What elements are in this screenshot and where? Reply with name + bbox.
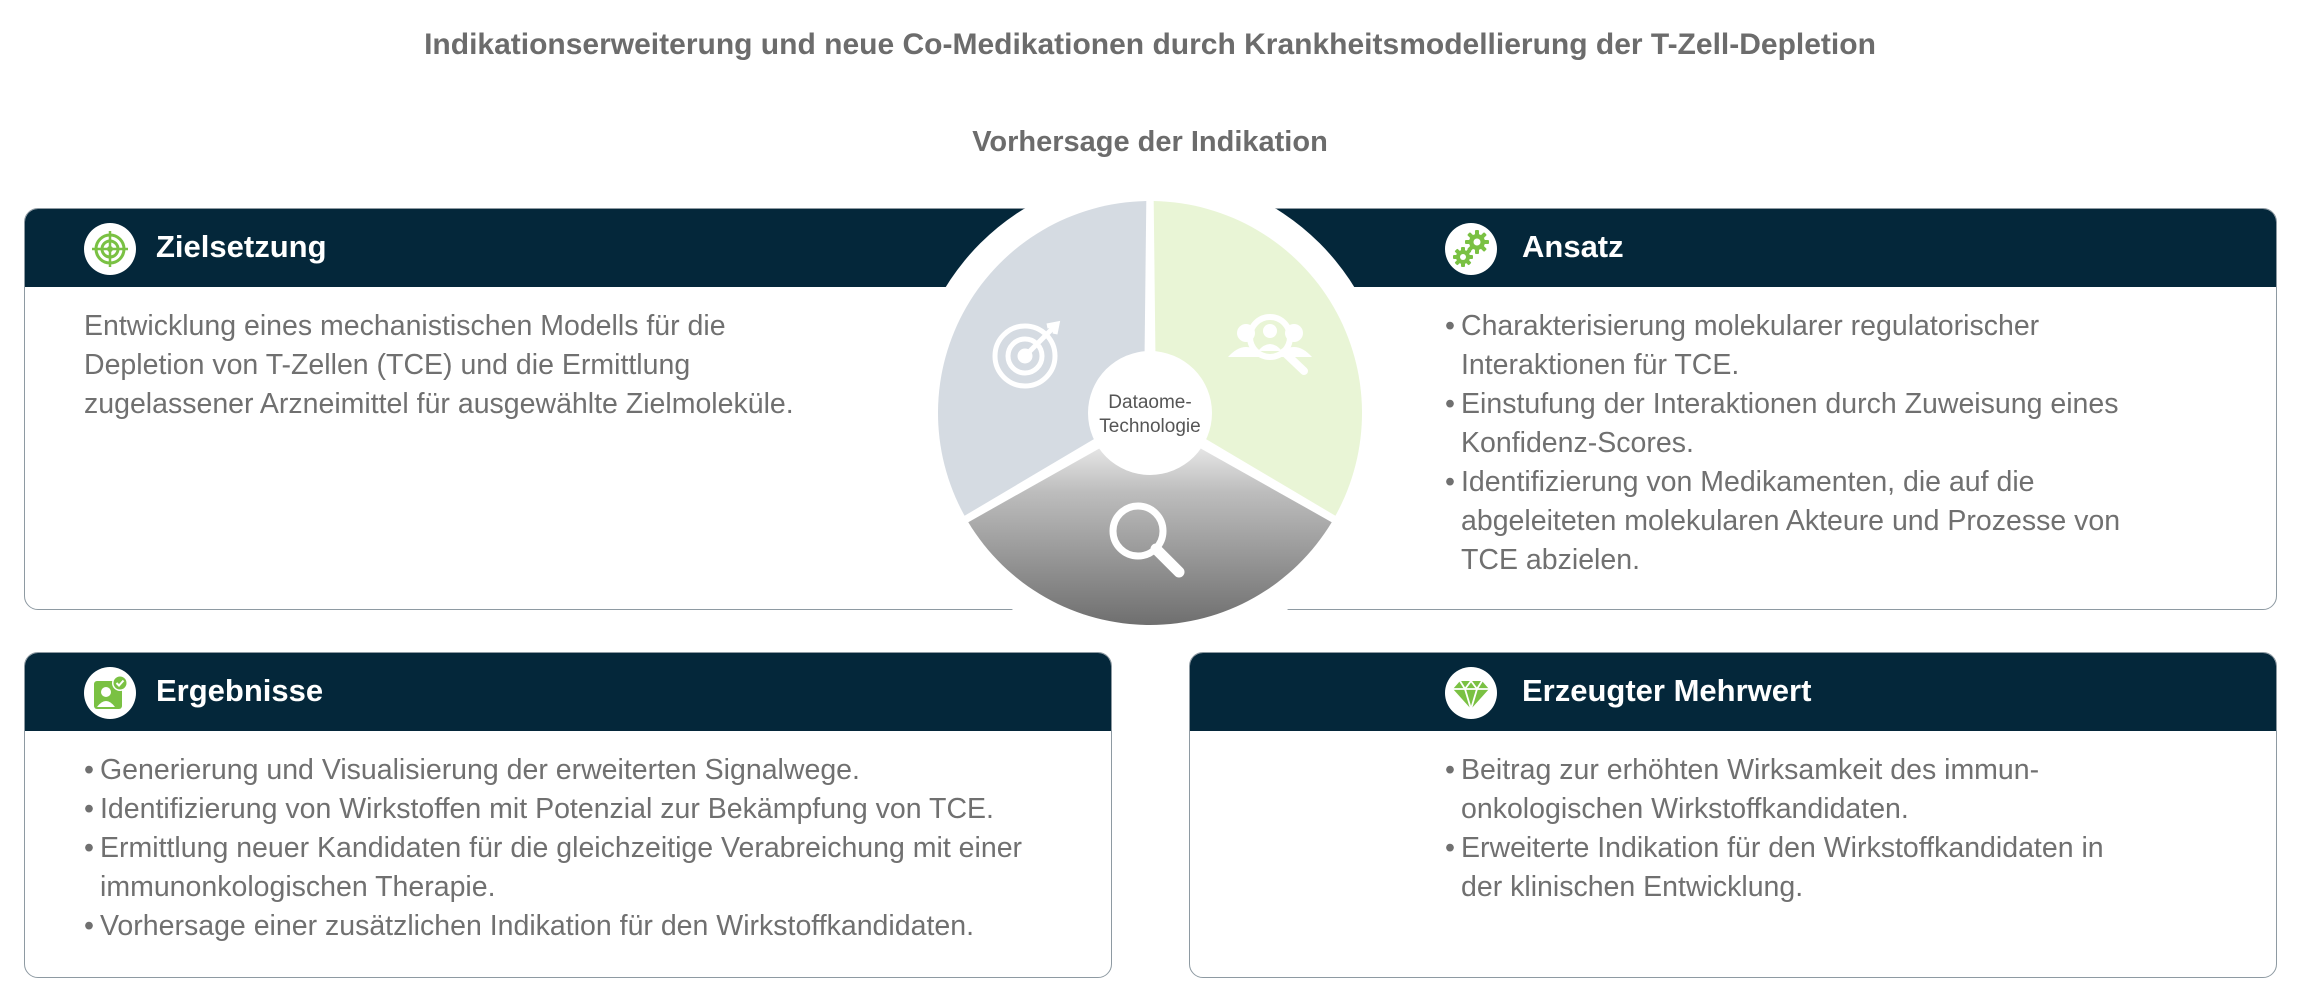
card-mehrwert [1189,652,2277,978]
list-item: • Identifizierung von Medikamenten, die auf die abgeleiteten molekularen Akteure und Prozesse von TCE abzielen. [1445,463,2165,580]
card-title: Ergebnisse [156,673,324,708]
target-icon [84,223,136,275]
list-item: • Identifizierung von Wirkstoffen mit Potenzial zur Bekämpfung von TCE. [84,790,1074,829]
card-body [1190,731,2276,907]
center-label-line2: Technologie [1099,416,1201,437]
page-subtitle: Vorhersage der Indikation [972,126,1328,158]
card-title: Zielsetzung [156,229,327,264]
list-item: • Erweiterte Indikation für den Wirkstoffkandidaten in der klinischen Entwicklung. [1445,829,2145,907]
center-label-line1: Dataome- [1108,392,1192,413]
wheel-center [1088,351,1212,475]
card-title: Ansatz [1522,229,1624,264]
dataome-wheel [900,176,1400,676]
list-item: • Beitrag zur erhöhten Wirksamkeit des immun-onkologischen Wirkstoffkandidaten. [1445,751,2145,829]
list-item: • Generierung und Visualisierung der erweiterten Signalwege. [84,751,1074,790]
gears-icon [1445,223,1497,275]
list-item: • Ermittlung neuer Kandidaten für die gleichzeitige Verabreichung mit einer immunonkologischen Therapie. [84,829,1074,907]
card-body [25,731,1111,946]
list-item: • Charakterisierung molekularer regulatorischer Interaktionen für TCE. [1445,307,2165,385]
card-ergebnisse [24,652,1112,978]
card-title: Erzeugter Mehrwert [1522,673,1812,708]
page-title: Indikationserweiterung und neue Co-Medikationen durch Krankheitsmodellierung der T-Zell-Depletion [424,28,1876,61]
list-item: • Vorhersage einer zusätzlichen Indikation für den Wirkstoffkandidaten. [84,907,1074,946]
diamond-icon [1445,667,1497,719]
results-check-icon [84,667,136,719]
list-item: • Einstufung der Interaktionen durch Zuweisung eines Konfidenz-Scores. [1445,385,2165,463]
card-text: Entwicklung eines mechanistischen Modells für die Depletion von T-Zellen (TCE) und die Ermittlung zugelassener Arzneimittel für ausgewählte Zielmoleküle. [84,310,794,420]
